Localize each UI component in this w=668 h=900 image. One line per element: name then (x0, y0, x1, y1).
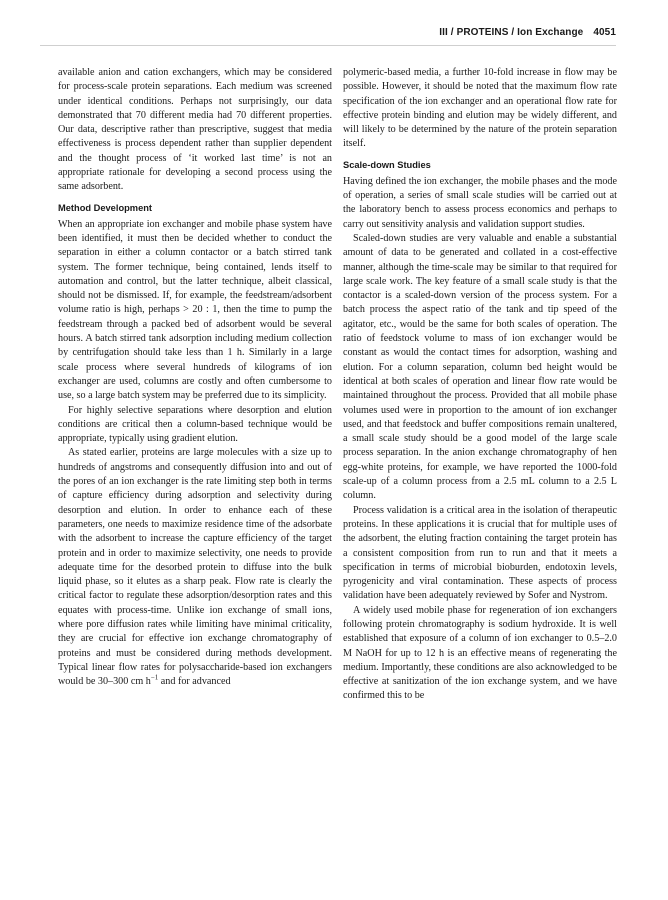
running-header (439, 27, 616, 38)
left-paragraph-4 (58, 446, 332, 689)
left-paragraph-4-superscript: −1 (150, 673, 159, 682)
left-paragraph-3: For highly selective separations where desorption and elution conditions are critical then a column-based technique would be appropriate, typically using gradient elution. (58, 404, 332, 445)
left-column (58, 66, 332, 689)
right-column (343, 66, 617, 704)
left-paragraph-4-tail: and for advanced (158, 676, 231, 688)
right-paragraph-5: A widely used mobile phase for regeneration of ion exchangers following protein chromatography is sodium hydroxide. It is well established that exposure of a column of ion exchanger to 0.5–2.0 M NaOH for up to 12 h is an effective means of regenerating the medium. Importantly, these conditions are also acknowledged to be effective at sanitization of the ion exchange system, and we have confirmed this to be (343, 604, 617, 702)
left-paragraph-1: available anion and cation exchangers, which may be considered for process-scale protein separations. Each medium was screened under identical conditions. Perhaps not surprisingly, our data demonstrated that 70 different media had 70 different properties. Our data, descriptive rather than prescriptive, suggest that media effectiveness is process dependent rather than supplier dependent and the thought process of ‘it worked last time’ is not an appropriate rationale for developing a second process using the same adsorbent. (58, 67, 332, 193)
right-paragraph-2: Having defined the ion exchanger, the mobile phases and the mode of operation, a series of small scale studies will be carried out at the laboratory bench to assess process economics and perhaps to carry out sensitivity analysis and validation support studies. (343, 175, 617, 230)
right-paragraph-3: Scaled-down studies are very valuable and enable a substantial amount of data to be generated and collated in a cost-effective manner, although the time-scale may be similar to that required for large scale work. The key feature of a small scale study is that the contactor is a scaled-down version of the process system. For a batch process the aspect ratio of the tank and tip speed of the agitator, etc., would be the same for both scales of operation. The ratio of feedstock volume to mass of ion exchanger would be constant as would the contact times for adsorption, washing and elution. For a column separation, column bed height would be identical at both scales of operation and linear flow rate would be maintained throughout the process. Provided that all mobile phase volumes used were in proportion to the amount of ion exchanger used, and that feedstock and buffer compositions remain unaltered, a small scale study should be a good model of the large scale process separation. In the anion exchange chromatography of hen egg-white proteins, for example, we have reported the 1000-fold scale-up of a column process from a 2.5 mL column to a 2.5 L column. (343, 232, 617, 502)
left-paragraph-2: When an appropriate ion exchanger and mobile phase system have been identified, it must then be decided whether to conduct the separation in either a column contactor or a batch stirred tank system. The former technique, being contained, lends itself to automation and control, but the latter technique, albeit classical, should not be dismissed. If, for example, the feedstream/adsorbent volume ratio is high, perhaps > 20 : 1, then the time to pump the feedstream through a packed bed of adsorbent would be several hours. A batch stirred tank adsorption including medium collection by centrifugation should take less than 1 h. Similarly in a large scale process where several hundreds of kilograms of ion exchanger are used, columns are costly and often cumbersome to use, so a large batch system may be preferred due to its simplicity. (58, 218, 332, 402)
heading-method-development: Method Development (58, 202, 153, 213)
right-paragraph-4: Process validation is a critical area in the isolation of therapeutic proteins. In these applications it is crucial that for multiple uses of the adsorbent, the eluting fraction containing the target protein has a consistent composition from run to run and that it meets a specification in terms of microbial bioburden, endotoxin levels, pyrogenicity and viral contamination. These aspects of process validation have been adequately reviewed by Sofer and Nystrom. (343, 504, 617, 602)
header-section-title: III / PROTEINS / Ion Exchange (439, 27, 584, 38)
header-page-number: 4051 (593, 27, 616, 38)
heading-scale-down-studies: Scale-down Studies (343, 159, 431, 170)
left-paragraph-4-text: As stated earlier, proteins are large molecules with a size up to hundreds of angstroms and consequently diffusion into and out of the pores of an ion exchanger is the rate limiting step both in terms of capture efficiency during adsorption and selectivity during desorption and elution. In order to enhance each of these parameters, one needs to maximize residence time of the adsorbate with the adsorbent to increase the capture efficiency of the target protein and in order to maximize selectivity, one needs to provide adequate time for the desorbed protein to diffuse into the bulk liquid phase, so it elutes as a sharp peak. Flow rate is clearly the critical factor to regulate these adsorption/desorption rates and this equates with process-time. Unlike ion exchange of small ions, where pore diffusion rates while limiting have minimal criticality, they are crucial for effective ion exchange chromatography of proteins and must be considered during methods development. Typical linear flow rates for polysaccharide-based ion exchangers would be 30–300 cm h (58, 447, 332, 688)
right-paragraph-1: polymeric-based media, a further 10-fold increase in flow may be possible. However, it should be noted that the maximum flow rate specification of the ion exchanger and an operational flow rate for effective protein binding and elution may be widely different, and will likely to be determined by the nature of the protein separation itself. (343, 67, 617, 150)
header-divider (40, 45, 616, 46)
